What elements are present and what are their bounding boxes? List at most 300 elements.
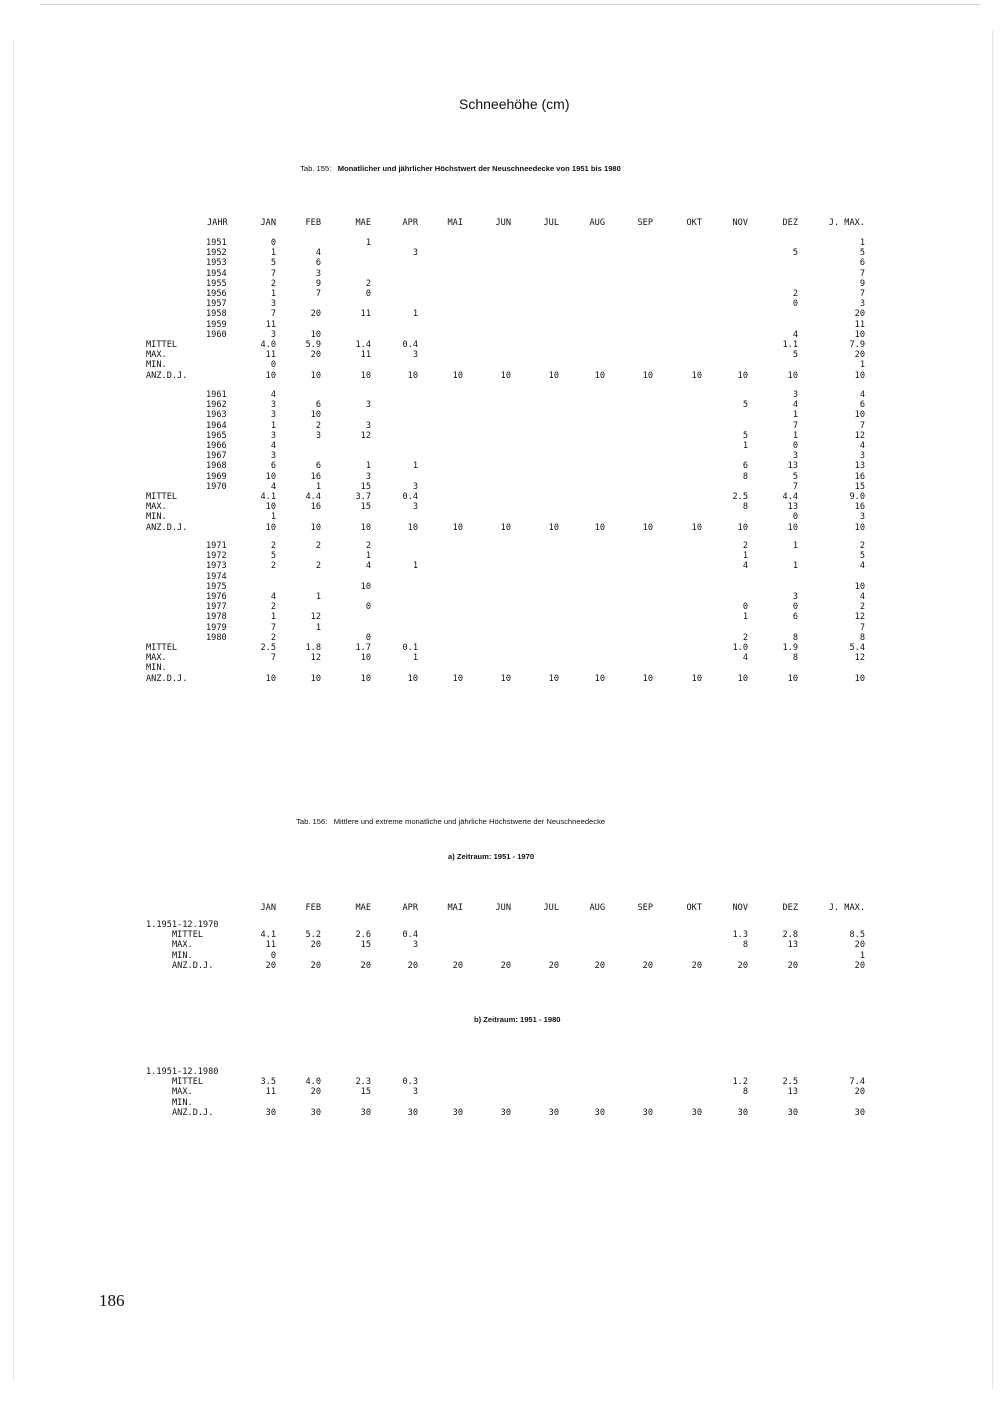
stat-cell: 8.5 bbox=[849, 930, 865, 941]
stat-cell: 0.1 bbox=[402, 643, 418, 653]
stat-cell: 11 bbox=[265, 940, 276, 951]
table-cell: 8 bbox=[792, 632, 798, 643]
table-cell: 2 bbox=[792, 289, 798, 299]
table-cell: 10 bbox=[854, 581, 865, 592]
year-label: 1976 bbox=[206, 592, 227, 602]
stat-cell: 10 bbox=[854, 370, 865, 381]
column-header-dez: DEZ bbox=[782, 218, 798, 228]
year-label: 1970 bbox=[206, 481, 227, 492]
table-cell: 11 bbox=[360, 309, 371, 320]
stat-cell: 10 bbox=[265, 370, 276, 381]
stat-cell: 20 bbox=[310, 350, 321, 361]
column-header-apr: APR bbox=[402, 903, 418, 913]
stat-cell: 0 bbox=[792, 512, 798, 523]
stat-label-anzdj: ANZ.D.J. bbox=[146, 522, 188, 533]
stat-cell: 13 bbox=[787, 1087, 798, 1098]
stat-cell: 10 bbox=[548, 522, 559, 533]
table-cell: 6 bbox=[742, 461, 748, 472]
stat-cell: 15 bbox=[360, 1087, 371, 1098]
table-cell: 2 bbox=[270, 602, 276, 613]
stat-cell: 1.2 bbox=[732, 1077, 748, 1088]
year-label: 1956 bbox=[206, 289, 227, 299]
table-cell: 3 bbox=[792, 451, 798, 462]
stat-cell: 1 bbox=[412, 653, 418, 664]
year-label: 1953 bbox=[206, 258, 227, 269]
table-cell: 8 bbox=[742, 471, 748, 482]
tab156-section-a-heading: a) Zeitraum: 1951 - 1970 bbox=[448, 852, 535, 861]
stat-cell: 4.4 bbox=[782, 492, 798, 502]
column-header-apr: APR bbox=[402, 218, 418, 228]
stat-cell: 2.8 bbox=[782, 930, 798, 941]
stat-cell: 10 bbox=[310, 522, 321, 533]
column-header-jun: JUN bbox=[495, 218, 511, 228]
stat-cell: 1.3 bbox=[732, 930, 748, 941]
table-cell: 2 bbox=[315, 541, 321, 551]
stat-cell: 20 bbox=[854, 940, 865, 951]
stat-label-min: MIN. bbox=[146, 360, 167, 371]
stat-label-anzdj: ANZ.D.J. bbox=[172, 960, 214, 971]
stat-cell: 10 bbox=[691, 370, 702, 381]
stat-cell: 10 bbox=[360, 370, 371, 381]
stat-label-anzdj: ANZ.D.J. bbox=[172, 1107, 214, 1118]
stat-cell: 30 bbox=[854, 1107, 865, 1118]
stat-cell: 20 bbox=[265, 960, 276, 971]
stat-cell: 1.1 bbox=[782, 340, 798, 350]
stat-cell: 5.9 bbox=[305, 340, 321, 350]
table-cell: 1 bbox=[412, 309, 418, 320]
table-cell: 7 bbox=[859, 622, 865, 633]
column-header-sep: SEP bbox=[637, 218, 653, 228]
stat-cell: 20 bbox=[360, 960, 371, 971]
stat-label-anzdj: ANZ.D.J. bbox=[146, 673, 188, 684]
table-cell: 3 bbox=[365, 420, 371, 431]
table-cell: 2 bbox=[270, 278, 276, 289]
table-cell: 3 bbox=[412, 481, 418, 492]
table-cell: 0 bbox=[792, 299, 798, 310]
stat-cell: 16 bbox=[854, 502, 865, 513]
table-cell: 9 bbox=[859, 278, 865, 289]
year-label: 1978 bbox=[206, 612, 227, 623]
stat-cell: 11 bbox=[265, 350, 276, 361]
stat-cell: 30 bbox=[265, 1107, 276, 1118]
stat-cell: 2.3 bbox=[355, 1077, 371, 1088]
stat-cell: 20 bbox=[594, 960, 605, 971]
table-cell: 0 bbox=[270, 238, 276, 248]
column-header-aug: AUG bbox=[589, 903, 605, 913]
stat-label-min: MIN. bbox=[172, 950, 193, 961]
stat-cell: 12 bbox=[854, 653, 865, 664]
tab155-title: Monatlicher und jährlicher Höchstwert der Neuschneedecke von 1951 bis 1980 bbox=[337, 164, 621, 173]
column-header-nov: NOV bbox=[732, 903, 748, 913]
column-header-jun: JUN bbox=[495, 903, 511, 913]
stat-cell: 0.4 bbox=[402, 340, 418, 350]
stat-cell: 10 bbox=[737, 522, 748, 533]
year-label: 1963 bbox=[206, 410, 227, 421]
year-label: 1955 bbox=[206, 278, 227, 289]
table-cell: 7 bbox=[315, 289, 321, 299]
stat-cell: 20 bbox=[737, 960, 748, 971]
table-cell: 0 bbox=[792, 602, 798, 613]
table-cell: 1 bbox=[365, 461, 371, 472]
stat-cell: 4 bbox=[742, 653, 748, 664]
table-cell: 1 bbox=[792, 410, 798, 421]
stat-cell: 2.6 bbox=[355, 930, 371, 941]
table-cell: 12 bbox=[310, 612, 321, 623]
stat-cell: 1.7 bbox=[355, 643, 371, 653]
table-cell: 1 bbox=[270, 420, 276, 431]
stat-cell: 1.0 bbox=[732, 643, 748, 653]
stat-cell: 1 bbox=[859, 950, 865, 961]
table-cell: 5 bbox=[742, 400, 748, 411]
stat-cell: 10 bbox=[265, 502, 276, 513]
stat-cell: 4.1 bbox=[260, 930, 276, 941]
table-cell: 0 bbox=[742, 602, 748, 613]
table-cell: 20 bbox=[310, 309, 321, 320]
table-cell: 7 bbox=[792, 420, 798, 431]
stat-cell: 15 bbox=[360, 940, 371, 951]
stat-cell: 10 bbox=[691, 673, 702, 684]
stat-cell: 30 bbox=[500, 1107, 511, 1118]
stat-cell: 20 bbox=[787, 960, 798, 971]
stat-cell: 20 bbox=[642, 960, 653, 971]
scan-edge-top bbox=[40, 4, 980, 5]
page-title: Schneehöhe (cm) bbox=[459, 96, 570, 112]
stat-cell: 5.2 bbox=[305, 930, 321, 941]
table-cell: 7 bbox=[792, 481, 798, 492]
column-header-jul: JUL bbox=[543, 218, 559, 228]
column-header-jan: JAN bbox=[260, 903, 276, 913]
stat-cell: 3.5 bbox=[260, 1077, 276, 1088]
stat-cell: 8 bbox=[792, 653, 798, 664]
stat-cell: 11 bbox=[360, 350, 371, 361]
column-header-aug: AUG bbox=[589, 218, 605, 228]
stat-label-mittel: MITTEL bbox=[146, 492, 178, 502]
table-cell: 5 bbox=[792, 471, 798, 482]
table-cell: 4 bbox=[859, 592, 865, 602]
table-cell: 1 bbox=[742, 441, 748, 451]
table-cell: 13 bbox=[854, 461, 865, 472]
stat-cell: 11 bbox=[265, 1087, 276, 1098]
stat-cell: 4.0 bbox=[260, 340, 276, 350]
year-label: 1961 bbox=[206, 390, 227, 400]
table-cell: 4 bbox=[859, 441, 865, 451]
stat-cell: 1.8 bbox=[305, 643, 321, 653]
year-label: 1971 bbox=[206, 541, 227, 551]
stat-cell: 10 bbox=[500, 522, 511, 533]
table-cell: 3 bbox=[792, 592, 798, 602]
stat-cell: 1 bbox=[270, 512, 276, 523]
table-cell: 4 bbox=[859, 561, 865, 572]
stat-label-mittel: MITTEL bbox=[172, 930, 204, 941]
table-cell: 12 bbox=[854, 612, 865, 623]
table-cell: 5 bbox=[270, 551, 276, 562]
table-cell: 4 bbox=[365, 561, 371, 572]
tab156-column-headers bbox=[0, 903, 1000, 915]
table-cell: 2 bbox=[365, 278, 371, 289]
year-label: 1951 bbox=[206, 238, 227, 248]
year-label: 1965 bbox=[206, 430, 227, 441]
stat-cell: 10 bbox=[642, 673, 653, 684]
table-cell: 7 bbox=[270, 268, 276, 279]
stat-cell: 30 bbox=[548, 1107, 559, 1118]
stat-cell: 3 bbox=[859, 512, 865, 523]
table-cell: 4 bbox=[315, 248, 321, 259]
stat-cell: 7.9 bbox=[849, 340, 865, 350]
year-label: 1977 bbox=[206, 602, 227, 613]
stat-cell: 30 bbox=[310, 1107, 321, 1118]
table-cell: 2 bbox=[742, 632, 748, 643]
table-cell: 3 bbox=[859, 451, 865, 462]
stat-cell: 10 bbox=[642, 370, 653, 381]
year-label: 1979 bbox=[206, 622, 227, 633]
column-header-jan: JAN bbox=[260, 218, 276, 228]
table-cell: 4 bbox=[792, 329, 798, 340]
tab156-title: Mittlere und extreme monatliche und jährliche Höchstwerte der Neuschneedecke bbox=[333, 817, 606, 826]
table-cell: 16 bbox=[854, 471, 865, 482]
stat-label-mittel: MITTEL bbox=[146, 340, 178, 350]
year-label: 1954 bbox=[206, 268, 227, 279]
stat-cell: 9.0 bbox=[849, 492, 865, 502]
table-cell: 6 bbox=[315, 258, 321, 269]
tab156-caption bbox=[292, 808, 605, 826]
stat-cell: 10 bbox=[452, 522, 463, 533]
table-cell: 4 bbox=[792, 400, 798, 411]
year-label: 1959 bbox=[206, 319, 227, 330]
stat-label-mittel: MITTEL bbox=[146, 643, 178, 653]
stat-cell: 10 bbox=[407, 673, 418, 684]
table-cell: 20 bbox=[854, 309, 865, 320]
stat-cell: 20 bbox=[452, 960, 463, 971]
table-cell: 1 bbox=[412, 461, 418, 472]
stat-cell: 2.5 bbox=[782, 1077, 798, 1088]
table-cell: 0 bbox=[365, 632, 371, 643]
stat-cell: 8 bbox=[742, 940, 748, 951]
table-cell: 7 bbox=[859, 289, 865, 299]
table-cell: 1 bbox=[859, 238, 865, 248]
stat-cell: 10 bbox=[310, 673, 321, 684]
stat-cell: 10 bbox=[407, 370, 418, 381]
table-cell: 1 bbox=[365, 238, 371, 248]
table-cell: 1 bbox=[270, 248, 276, 259]
year-label: 1968 bbox=[206, 461, 227, 472]
year-label: 1973 bbox=[206, 561, 227, 572]
stat-cell: 12 bbox=[310, 653, 321, 664]
stat-cell: 3 bbox=[412, 1087, 418, 1098]
table-cell: 3 bbox=[792, 390, 798, 400]
table-cell: 4 bbox=[270, 441, 276, 451]
year-label: 1964 bbox=[206, 420, 227, 431]
column-header-feb: FEB bbox=[305, 903, 321, 913]
stat-cell: 20 bbox=[854, 1087, 865, 1098]
table-cell: 1 bbox=[742, 551, 748, 562]
table-cell: 4 bbox=[270, 390, 276, 400]
table-cell: 3 bbox=[270, 410, 276, 421]
table-cell: 9 bbox=[315, 278, 321, 289]
stat-cell: 10 bbox=[787, 370, 798, 381]
year-label: 1972 bbox=[206, 551, 227, 562]
stat-cell: 10 bbox=[737, 370, 748, 381]
table-cell: 1 bbox=[412, 561, 418, 572]
table-cell: 3 bbox=[270, 400, 276, 411]
table-cell: 7 bbox=[859, 420, 865, 431]
table-cell: 2 bbox=[270, 632, 276, 643]
scan-edge-right bbox=[992, 30, 993, 1390]
table-cell: 1 bbox=[270, 289, 276, 299]
table-cell: 5 bbox=[742, 430, 748, 441]
stat-cell: 10 bbox=[265, 522, 276, 533]
stat-cell: 10 bbox=[691, 522, 702, 533]
table-cell: 10 bbox=[265, 471, 276, 482]
table-cell: 6 bbox=[792, 612, 798, 623]
stat-cell: 10 bbox=[787, 673, 798, 684]
table-cell: 1 bbox=[315, 481, 321, 492]
stat-cell: 7.4 bbox=[849, 1077, 865, 1088]
table-cell: 2 bbox=[365, 541, 371, 551]
stat-cell: 20 bbox=[407, 960, 418, 971]
table-cell: 1 bbox=[742, 612, 748, 623]
table-cell: 10 bbox=[360, 581, 371, 592]
stat-cell: 0.3 bbox=[402, 1077, 418, 1088]
table-cell: 2 bbox=[859, 602, 865, 613]
stat-cell: 13 bbox=[787, 940, 798, 951]
stat-label-max: MAX. bbox=[172, 940, 193, 951]
tab155-label: Tab. 155: bbox=[300, 164, 332, 173]
stat-cell: 4.0 bbox=[305, 1077, 321, 1088]
table-cell: 2 bbox=[315, 561, 321, 572]
year-label: 1958 bbox=[206, 309, 227, 320]
stat-cell: 10 bbox=[500, 370, 511, 381]
stat-label-max: MAX. bbox=[172, 1087, 193, 1098]
column-header-sep: SEP bbox=[637, 903, 653, 913]
stat-cell: 3.7 bbox=[355, 492, 371, 502]
table-cell: 7 bbox=[859, 268, 865, 279]
table-cell: 6 bbox=[859, 400, 865, 411]
stat-cell: 3 bbox=[412, 502, 418, 513]
stat-cell: 1 bbox=[859, 360, 865, 371]
table-cell: 12 bbox=[360, 430, 371, 441]
table-cell: 6 bbox=[270, 461, 276, 472]
table-cell: 3 bbox=[315, 430, 321, 441]
stat-cell: 2.5 bbox=[732, 492, 748, 502]
stat-cell: 0.4 bbox=[402, 492, 418, 502]
table-cell: 4 bbox=[270, 481, 276, 492]
stat-cell: 30 bbox=[594, 1107, 605, 1118]
stat-cell: 10 bbox=[452, 673, 463, 684]
table-cell: 5 bbox=[270, 258, 276, 269]
stat-cell: 10 bbox=[310, 370, 321, 381]
stat-cell: 10 bbox=[548, 673, 559, 684]
tab155-caption bbox=[296, 155, 621, 173]
tab156-label: Tab. 156: bbox=[296, 817, 328, 826]
table-cell: 6 bbox=[315, 461, 321, 472]
table-cell: 13 bbox=[787, 461, 798, 472]
year-label: 1962 bbox=[206, 400, 227, 411]
year-label: 1966 bbox=[206, 441, 227, 451]
stat-label-min: MIN. bbox=[172, 1097, 193, 1108]
table-cell: 12 bbox=[854, 430, 865, 441]
column-header-feb: FEB bbox=[305, 218, 321, 228]
column-header-jmax: J. MAX. bbox=[828, 218, 865, 228]
column-header-jmax: J. MAX. bbox=[828, 903, 865, 913]
stat-cell: 30 bbox=[642, 1107, 653, 1118]
stat-label-max: MAX. bbox=[146, 502, 167, 513]
stat-cell: 1.9 bbox=[782, 643, 798, 653]
table-cell: 11 bbox=[854, 319, 865, 330]
table-cell: 3 bbox=[315, 268, 321, 279]
stat-cell: 10 bbox=[548, 370, 559, 381]
column-header-jahr: JAHR bbox=[207, 218, 228, 228]
table-cell: 2 bbox=[270, 561, 276, 572]
stat-cell: 30 bbox=[787, 1107, 798, 1118]
column-header-okt: OKT bbox=[686, 903, 702, 913]
table-cell: 5 bbox=[859, 248, 865, 259]
stat-label-min: MIN. bbox=[146, 663, 167, 674]
stat-cell: 20 bbox=[854, 960, 865, 971]
stat-cell: 10 bbox=[642, 522, 653, 533]
table-cell: 3 bbox=[270, 329, 276, 340]
stat-label-max: MAX. bbox=[146, 653, 167, 664]
stat-cell: 8 bbox=[742, 502, 748, 513]
stat-cell: 13 bbox=[787, 502, 798, 513]
table-cell: 2 bbox=[270, 541, 276, 551]
year-label: 1975 bbox=[206, 581, 227, 592]
stat-cell: 10 bbox=[360, 653, 371, 664]
stat-cell: 20 bbox=[548, 960, 559, 971]
tab155-column-headers bbox=[0, 218, 1000, 230]
table-cell: 10 bbox=[310, 410, 321, 421]
stat-cell: 8 bbox=[742, 1087, 748, 1098]
table-cell: 3 bbox=[270, 299, 276, 310]
stat-cell: 2.5 bbox=[260, 643, 276, 653]
stat-label-min: MIN. bbox=[146, 512, 167, 523]
stat-cell: 20 bbox=[500, 960, 511, 971]
table-cell: 3 bbox=[270, 430, 276, 441]
table-cell: 15 bbox=[854, 481, 865, 492]
table-cell: 1 bbox=[792, 561, 798, 572]
year-label: 1957 bbox=[206, 299, 227, 310]
stat-cell: 10 bbox=[854, 522, 865, 533]
stat-cell: 10 bbox=[500, 673, 511, 684]
column-header-okt: OKT bbox=[686, 218, 702, 228]
stat-cell: 10 bbox=[265, 673, 276, 684]
table-cell: 16 bbox=[310, 471, 321, 482]
stat-cell: 5.4 bbox=[849, 643, 865, 653]
table-cell: 10 bbox=[854, 410, 865, 421]
stat-cell: 0.4 bbox=[402, 930, 418, 941]
stat-cell: 20 bbox=[310, 940, 321, 951]
stat-cell: 30 bbox=[407, 1107, 418, 1118]
table-cell: 3 bbox=[859, 299, 865, 310]
scan-edge-left bbox=[13, 40, 14, 1380]
stat-cell: 30 bbox=[360, 1107, 371, 1118]
table-cell: 4 bbox=[270, 592, 276, 602]
stat-cell: 3 bbox=[412, 940, 418, 951]
stat-label-max: MAX. bbox=[146, 350, 167, 361]
stat-cell: 5 bbox=[792, 350, 798, 361]
table-cell: 1 bbox=[315, 592, 321, 602]
table-cell: 2 bbox=[315, 420, 321, 431]
year-label: 1967 bbox=[206, 451, 227, 462]
table-cell: 4 bbox=[859, 390, 865, 400]
stat-cell: 10 bbox=[594, 673, 605, 684]
table-cell: 7 bbox=[270, 622, 276, 633]
stat-cell: 10 bbox=[360, 522, 371, 533]
table-cell: 6 bbox=[315, 400, 321, 411]
table-cell: 0 bbox=[365, 289, 371, 299]
stat-cell: 30 bbox=[737, 1107, 748, 1118]
column-header-mai: MAI bbox=[447, 903, 463, 913]
stat-cell: 10 bbox=[594, 522, 605, 533]
